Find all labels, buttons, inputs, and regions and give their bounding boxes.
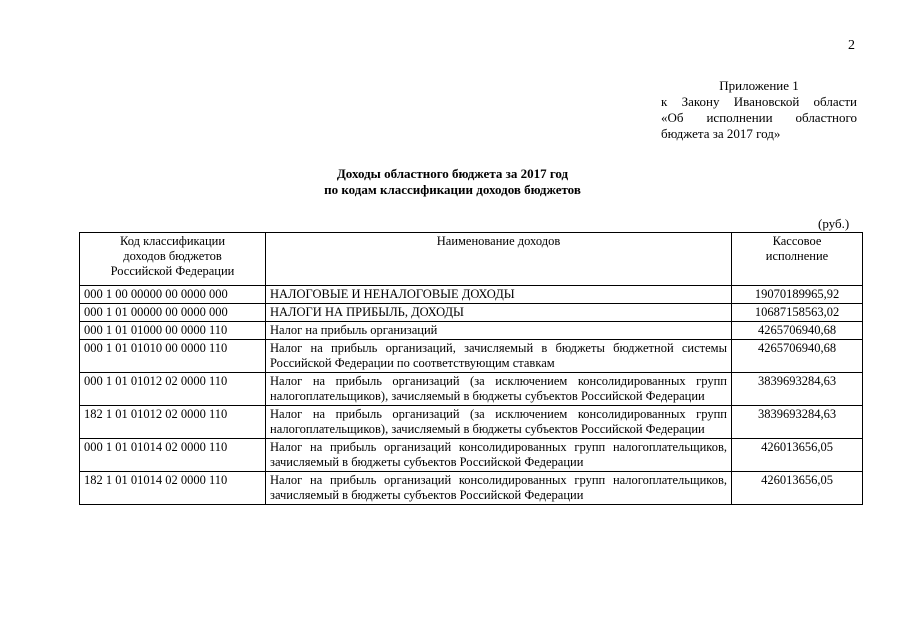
table-row xyxy=(80,472,863,505)
row-name: Налог на прибыль организаций (за исключением консолидированных групп налогоплательщиков), зачисляемый в бюджеты субъектов Российской Федерации xyxy=(266,373,732,406)
row-sum: 3839693284,63 xyxy=(732,373,863,406)
row-name: Налог на прибыль организаций консолидированных групп налогоплательщиков, зачисляемый в бюджеты субъектов Российской Федерации xyxy=(266,439,732,472)
units-label: (руб.) xyxy=(818,216,850,231)
table-row xyxy=(80,286,863,304)
header-code xyxy=(80,233,266,286)
row-code: 182 1 01 01012 02 0000 110 xyxy=(80,406,266,439)
table-row xyxy=(80,373,863,406)
table-row xyxy=(80,439,863,472)
row-code: 000 1 01 01012 02 0000 110 xyxy=(80,373,266,406)
table-row xyxy=(80,340,863,373)
header-sum-line: Кассовое xyxy=(772,234,822,248)
appendix-header xyxy=(661,78,857,142)
row-name: Налог на прибыль организаций (за исключением консолидированных групп налогоплательщиков), зачисляемый в бюджеты субъектов Российской Федерации xyxy=(266,406,732,439)
table-row xyxy=(80,322,863,340)
row-code: 000 1 01 01000 00 0000 110 xyxy=(80,322,266,340)
row-code: 182 1 01 01014 02 0000 110 xyxy=(80,472,266,505)
appendix-line-3: «Об исполнении областного xyxy=(661,110,857,125)
row-name: Налог на прибыль организаций консолидированных групп налогоплательщиков, зачисляемый в бюджеты субъектов Российской Федерации xyxy=(266,472,732,505)
revenue-table xyxy=(79,232,863,505)
row-code: 000 1 01 01014 02 0000 110 xyxy=(80,439,266,472)
row-sum: 10687158563,02 xyxy=(732,304,863,322)
row-sum: 426013656,05 xyxy=(732,472,863,505)
header-sum xyxy=(732,233,863,286)
title-line-2: по кодам классификации доходов бюджетов xyxy=(324,182,581,197)
row-sum: 19070189965,92 xyxy=(732,286,863,304)
appendix-line-4: бюджета за 2017 год» xyxy=(661,126,781,141)
row-name: НАЛОГОВЫЕ И НЕНАЛОГОВЫЕ ДОХОДЫ xyxy=(266,286,732,304)
row-code: 000 1 00 00000 00 0000 000 xyxy=(80,286,266,304)
row-sum: 3839693284,63 xyxy=(732,406,863,439)
row-sum: 4265706940,68 xyxy=(732,340,863,373)
document-title xyxy=(0,166,905,198)
table-header-row xyxy=(80,233,863,286)
page-number: 2 xyxy=(848,38,855,53)
row-name: Налог на прибыль организаций, зачисляемый в бюджеты бюджетной системы Российской Федерации по соответствующим ставкам xyxy=(266,340,732,373)
header-code-line: доходов бюджетов xyxy=(123,249,222,263)
header-code-line: Код классификации xyxy=(119,234,226,248)
row-name: Налог на прибыль организаций xyxy=(266,322,732,340)
title-line-1: Доходы областного бюджета за 2017 год xyxy=(336,166,569,181)
row-code: 000 1 01 01010 00 0000 110 xyxy=(80,340,266,373)
row-code: 000 1 01 00000 00 0000 000 xyxy=(80,304,266,322)
appendix-line-2: к Закону Ивановской области xyxy=(661,94,857,109)
row-sum: 426013656,05 xyxy=(732,439,863,472)
table-row xyxy=(80,304,863,322)
header-code-line: Российской Федерации xyxy=(110,264,235,278)
table-row xyxy=(80,406,863,439)
header-sum-line: исполнение xyxy=(765,249,829,263)
appendix-line-1: Приложение 1 xyxy=(719,78,799,93)
row-name: НАЛОГИ НА ПРИБЫЛЬ, ДОХОДЫ xyxy=(266,304,732,322)
header-name: Наименование доходов xyxy=(266,233,732,286)
row-sum: 4265706940,68 xyxy=(732,322,863,340)
